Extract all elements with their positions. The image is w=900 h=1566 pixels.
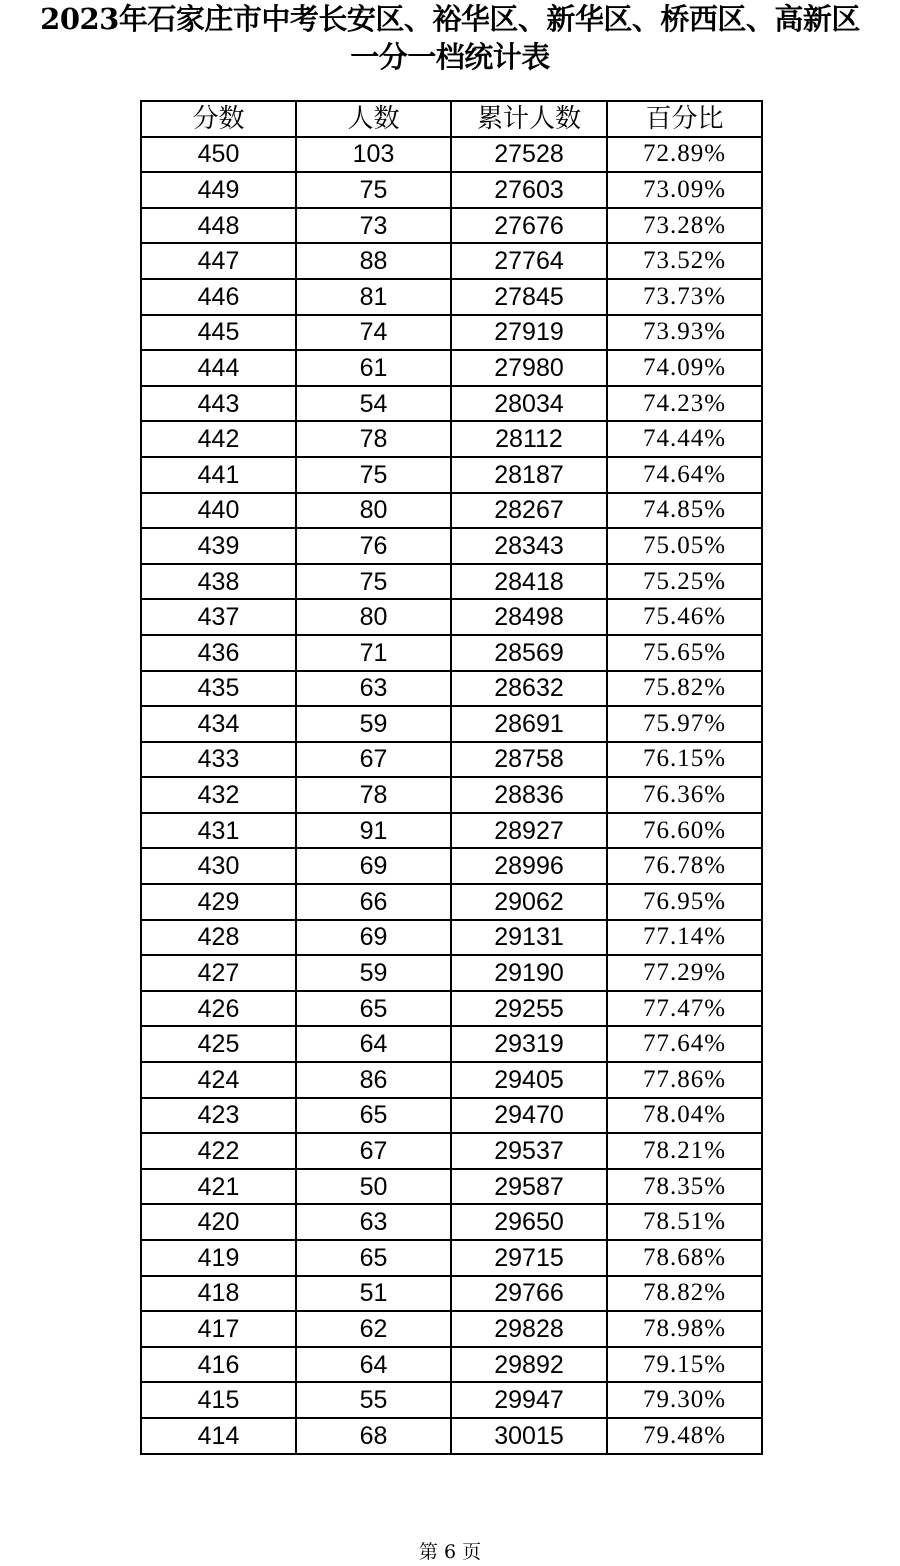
cell-count: 67 (296, 1133, 451, 1169)
cell-score: 417 (141, 1311, 296, 1347)
cell-score: 427 (141, 955, 296, 991)
cell-cumulative: 28996 (451, 848, 607, 884)
cell-score: 449 (141, 172, 296, 208)
table-row (141, 279, 762, 315)
cell-count: 86 (296, 1062, 451, 1098)
cell-percent: 74.64% (607, 457, 762, 493)
cell-percent: 78.68% (607, 1240, 762, 1276)
cell-cumulative: 29062 (451, 884, 607, 920)
table-row (141, 848, 762, 884)
table-row (141, 457, 762, 493)
cell-percent: 73.28% (607, 208, 762, 244)
cell-score: 435 (141, 671, 296, 707)
cell-score: 431 (141, 813, 296, 849)
cell-cumulative: 27603 (451, 172, 607, 208)
cell-percent: 79.48% (607, 1418, 762, 1454)
cell-score: 434 (141, 706, 296, 742)
cell-score: 433 (141, 742, 296, 778)
table-row (141, 1169, 762, 1205)
table-row (141, 777, 762, 813)
cell-count: 54 (296, 386, 451, 422)
table-row (141, 386, 762, 422)
cell-count: 65 (296, 1240, 451, 1276)
cell-cumulative: 29131 (451, 920, 607, 956)
cell-cumulative: 29715 (451, 1240, 607, 1276)
cell-score: 415 (141, 1382, 296, 1418)
cell-count: 76 (296, 528, 451, 564)
cell-percent: 78.35% (607, 1169, 762, 1205)
page-number: 第 6 页 (418, 1541, 482, 1563)
cell-count: 64 (296, 1026, 451, 1062)
cell-percent: 73.09% (607, 172, 762, 208)
cell-cumulative: 29470 (451, 1098, 607, 1134)
cell-cumulative: 28112 (451, 421, 607, 457)
cell-percent: 78.04% (607, 1098, 762, 1134)
cell-cumulative: 28836 (451, 777, 607, 813)
table-row (141, 350, 762, 386)
cell-score: 424 (141, 1062, 296, 1098)
table-row (141, 991, 762, 1027)
cell-count: 75 (296, 457, 451, 493)
cell-score: 420 (141, 1204, 296, 1240)
cell-cumulative: 28034 (451, 386, 607, 422)
header-percent: 百分比 (607, 101, 762, 137)
table-row (141, 208, 762, 244)
cell-percent: 77.29% (607, 955, 762, 991)
cell-count: 65 (296, 1098, 451, 1134)
cell-score: 437 (141, 599, 296, 635)
cell-cumulative: 29650 (451, 1204, 607, 1240)
cell-count: 68 (296, 1418, 451, 1454)
cell-percent: 72.89% (607, 137, 762, 173)
cell-percent: 76.60% (607, 813, 762, 849)
cell-cumulative: 28418 (451, 564, 607, 600)
table-row (141, 706, 762, 742)
cell-cumulative: 29190 (451, 955, 607, 991)
table-row (141, 599, 762, 635)
table-row (141, 1098, 762, 1134)
cell-percent: 75.65% (607, 635, 762, 671)
cell-count: 62 (296, 1311, 451, 1347)
cell-score: 448 (141, 208, 296, 244)
cell-percent: 74.09% (607, 350, 762, 386)
cell-score: 450 (141, 137, 296, 173)
cell-count: 74 (296, 315, 451, 351)
cell-score: 429 (141, 884, 296, 920)
table-row (141, 493, 762, 529)
table-row (141, 884, 762, 920)
cell-score: 442 (141, 421, 296, 457)
cell-score: 445 (141, 315, 296, 351)
cell-percent: 76.15% (607, 742, 762, 778)
table-row (141, 1204, 762, 1240)
cell-cumulative: 29537 (451, 1133, 607, 1169)
cell-percent: 75.05% (607, 528, 762, 564)
cell-count: 59 (296, 706, 451, 742)
cell-cumulative: 29947 (451, 1382, 607, 1418)
cell-percent: 77.86% (607, 1062, 762, 1098)
cell-cumulative: 28632 (451, 671, 607, 707)
table-row (141, 243, 762, 279)
cell-score: 438 (141, 564, 296, 600)
cell-percent: 74.23% (607, 386, 762, 422)
table-row (141, 955, 762, 991)
cell-score: 439 (141, 528, 296, 564)
cell-percent: 76.95% (607, 884, 762, 920)
cell-percent: 73.52% (607, 243, 762, 279)
cell-cumulative: 29319 (451, 1026, 607, 1062)
cell-score: 421 (141, 1169, 296, 1205)
cell-cumulative: 28267 (451, 493, 607, 529)
table-row (141, 421, 762, 457)
table-row (141, 742, 762, 778)
cell-count: 78 (296, 777, 451, 813)
table-row (141, 1133, 762, 1169)
cell-score: 416 (141, 1347, 296, 1383)
cell-percent: 75.97% (607, 706, 762, 742)
cell-score: 432 (141, 777, 296, 813)
cell-percent: 79.30% (607, 1382, 762, 1418)
document-title: 2023年石家庄市中考长安区、裕华区、新华区、桥西区、高新区 (40, 2, 860, 36)
cell-score: 440 (141, 493, 296, 529)
cell-percent: 77.14% (607, 920, 762, 956)
cell-cumulative: 27845 (451, 279, 607, 315)
cell-score: 423 (141, 1098, 296, 1134)
cell-count: 103 (296, 137, 451, 173)
cell-cumulative: 27764 (451, 243, 607, 279)
cell-cumulative: 27676 (451, 208, 607, 244)
cell-percent: 73.73% (607, 279, 762, 315)
cell-percent: 74.85% (607, 493, 762, 529)
cell-percent: 77.47% (607, 991, 762, 1027)
cell-count: 61 (296, 350, 451, 386)
cell-cumulative: 27919 (451, 315, 607, 351)
cell-count: 80 (296, 493, 451, 529)
cell-count: 75 (296, 172, 451, 208)
cell-cumulative: 28187 (451, 457, 607, 493)
table-row (141, 1240, 762, 1276)
cell-score: 414 (141, 1418, 296, 1454)
cell-cumulative: 28498 (451, 599, 607, 635)
cell-count: 59 (296, 955, 451, 991)
cell-cumulative: 27980 (451, 350, 607, 386)
cell-cumulative: 28691 (451, 706, 607, 742)
table-row (141, 1311, 762, 1347)
cell-count: 80 (296, 599, 451, 635)
cell-cumulative: 30015 (451, 1418, 607, 1454)
cell-score: 441 (141, 457, 296, 493)
cell-percent: 78.21% (607, 1133, 762, 1169)
cell-percent: 75.25% (607, 564, 762, 600)
table-row (141, 635, 762, 671)
cell-count: 66 (296, 884, 451, 920)
cell-cumulative: 28569 (451, 635, 607, 671)
cell-count: 88 (296, 243, 451, 279)
table-row (141, 137, 762, 173)
cell-score: 426 (141, 991, 296, 1027)
cell-count: 71 (296, 635, 451, 671)
cell-cumulative: 27528 (451, 137, 607, 173)
header-count: 人数 (296, 101, 451, 137)
cell-score: 418 (141, 1276, 296, 1312)
cell-percent: 75.82% (607, 671, 762, 707)
table-row (141, 564, 762, 600)
cell-count: 50 (296, 1169, 451, 1205)
table-header-row (141, 101, 762, 137)
cell-cumulative: 29828 (451, 1311, 607, 1347)
cell-percent: 74.44% (607, 421, 762, 457)
table-body (141, 137, 762, 1454)
cell-percent: 75.46% (607, 599, 762, 635)
table-row (141, 1382, 762, 1418)
table-row (141, 813, 762, 849)
cell-score: 422 (141, 1133, 296, 1169)
cell-percent: 76.36% (607, 777, 762, 813)
table-row (141, 172, 762, 208)
cell-score: 436 (141, 635, 296, 671)
cell-count: 55 (296, 1382, 451, 1418)
cell-count: 51 (296, 1276, 451, 1312)
cell-count: 75 (296, 564, 451, 600)
cell-percent: 79.15% (607, 1347, 762, 1383)
header-cumulative: 累计人数 (451, 101, 607, 137)
table-row (141, 671, 762, 707)
table-row (141, 1347, 762, 1383)
score-distribution-table (140, 100, 763, 1455)
cell-score: 428 (141, 920, 296, 956)
cell-cumulative: 28927 (451, 813, 607, 849)
cell-count: 69 (296, 920, 451, 956)
cell-percent: 78.82% (607, 1276, 762, 1312)
table-row (141, 1418, 762, 1454)
table-row (141, 528, 762, 564)
cell-cumulative: 29405 (451, 1062, 607, 1098)
table-row (141, 315, 762, 351)
table-row (141, 920, 762, 956)
cell-score: 446 (141, 279, 296, 315)
cell-count: 63 (296, 671, 451, 707)
cell-score: 419 (141, 1240, 296, 1276)
cell-percent: 78.98% (607, 1311, 762, 1347)
cell-count: 73 (296, 208, 451, 244)
cell-cumulative: 28758 (451, 742, 607, 778)
cell-percent: 77.64% (607, 1026, 762, 1062)
cell-score: 430 (141, 848, 296, 884)
cell-percent: 76.78% (607, 848, 762, 884)
cell-cumulative: 29892 (451, 1347, 607, 1383)
cell-cumulative: 29766 (451, 1276, 607, 1312)
cell-score: 443 (141, 386, 296, 422)
cell-count: 64 (296, 1347, 451, 1383)
header-score: 分数 (141, 101, 296, 137)
cell-score: 447 (141, 243, 296, 279)
cell-count: 91 (296, 813, 451, 849)
cell-percent: 78.51% (607, 1204, 762, 1240)
cell-cumulative: 29255 (451, 991, 607, 1027)
table-row (141, 1276, 762, 1312)
cell-count: 81 (296, 279, 451, 315)
cell-count: 63 (296, 1204, 451, 1240)
table-row (141, 1062, 762, 1098)
cell-count: 78 (296, 421, 451, 457)
cell-percent: 73.93% (607, 315, 762, 351)
cell-score: 444 (141, 350, 296, 386)
table-row (141, 1026, 762, 1062)
cell-count: 67 (296, 742, 451, 778)
cell-count: 69 (296, 848, 451, 884)
cell-score: 425 (141, 1026, 296, 1062)
cell-cumulative: 28343 (451, 528, 607, 564)
cell-count: 65 (296, 991, 451, 1027)
cell-cumulative: 29587 (451, 1169, 607, 1205)
document-subtitle: 一分一档统计表 (350, 40, 550, 74)
